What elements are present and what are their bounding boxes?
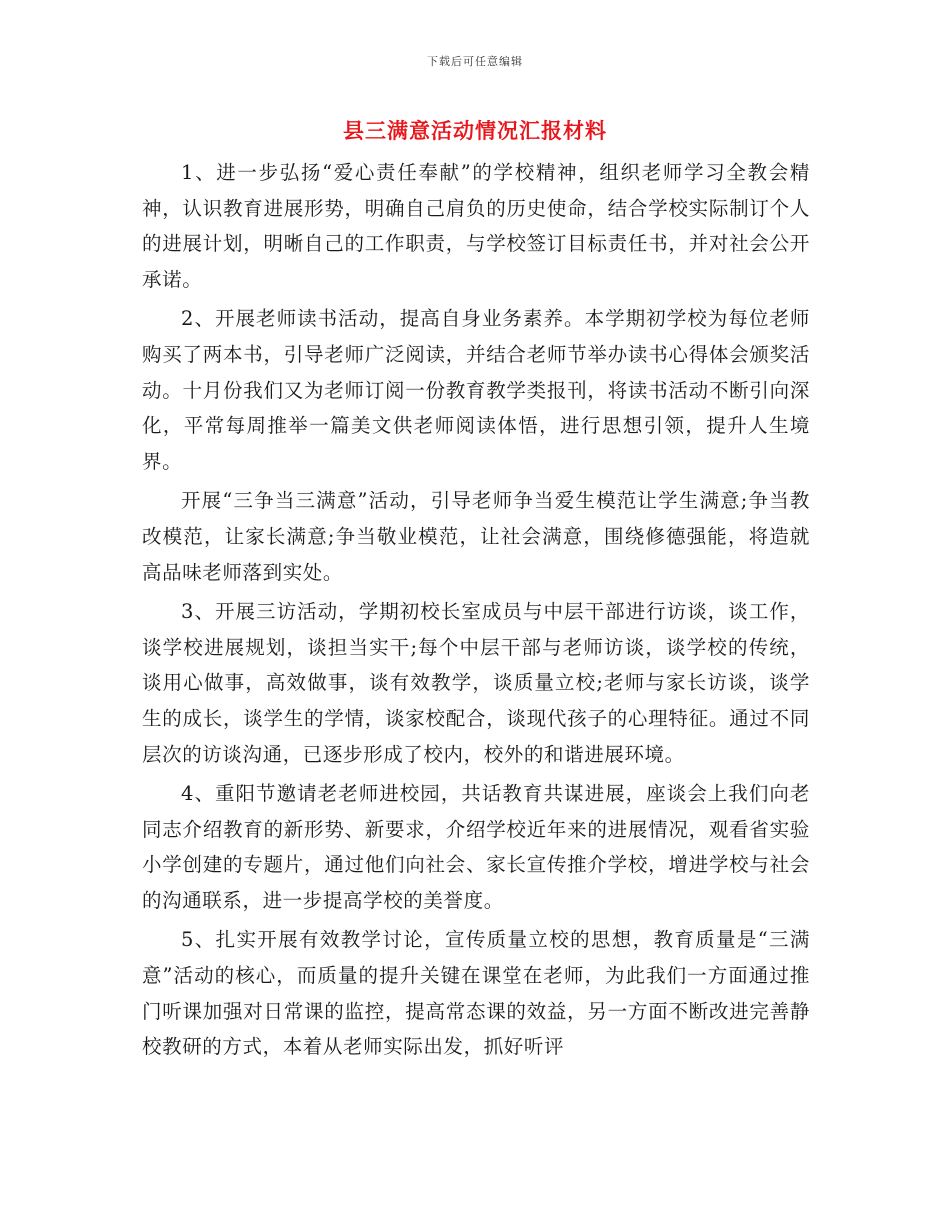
paragraph-5: 4、重阳节邀请老老师进校园，共话教育共谋进展，座谈会上我们向老同志介绍教育的新形势、新要求，介绍学校近年来的进展情况，观看省实验小学创建的专题片，通过他们向社会、家长宣传推介学校，增进学校与社会的沟通联系，进一步提高学校的美誉度。: [142, 782, 810, 912]
paragraph-6: 5、扎实开展有效教学讨论，宣传质量立校的思想，教育质量是“三满意”活动的核心，而质量的提升关键在课堂在老师，为此我们一方面通过推门听课加强对日常课的监控，提高常态课的效益，另一方面不断改进完善静校教研的方式，本着从老师实际出发，抓好听评: [142, 928, 810, 1059]
paragraph-4: 3、开展三访活动，学期初校长室成员与中层干部进行访谈，谈工作，谈学校进展规划，谈担当实干;每个中层干部与老师访谈，谈学校的传统，谈用心做事，高效做事，谈有效教学，谈质量立校;老师与家长访谈，谈学生的成长，谈学生的学情，谈家校配合，谈现代孩子的心理特征。通过不同层次的访谈沟通，已逐步形成了校内，校外的和谐进展环境。: [142, 600, 810, 766]
paragraph-2: 2、开展老师读书活动，提高自身业务素养。本学期初学校为每位老师购买了两本书，引导老师广泛阅读，并结合老师节举办读书心得体会颁奖活动。十月份我们又为老师订阅一份教育教学类报刊，将读书活动不断引向深化，平常每周推举一篇美文供老师阅读体悟，进行思想引领，提升人生境界。: [142, 307, 810, 473]
paragraph-3: 开展“三争当三满意”活动，引导老师争当爱生模范让学生满意;争当教改模范，让家长满意;争当敬业模范，让社会满意，围绕修德强能，将造就高品味老师落到实处。: [142, 489, 810, 584]
document-title: 县三满意活动情况汇报材料: [343, 118, 607, 143]
document-body: [142, 155, 810, 1069]
header-note: 下载后可任意编辑: [427, 55, 523, 68]
paragraph-1: 1、进一步弘扬“爱心责任奉献”的学校精神，组织老师学习全教会精神，认识教育进展形势，明确自己肩负的历史使命，结合学校实际制订个人的进展计划，明晰自己的工作职责，与学校签订目标责任书，并对社会公开承诺。: [142, 161, 810, 291]
